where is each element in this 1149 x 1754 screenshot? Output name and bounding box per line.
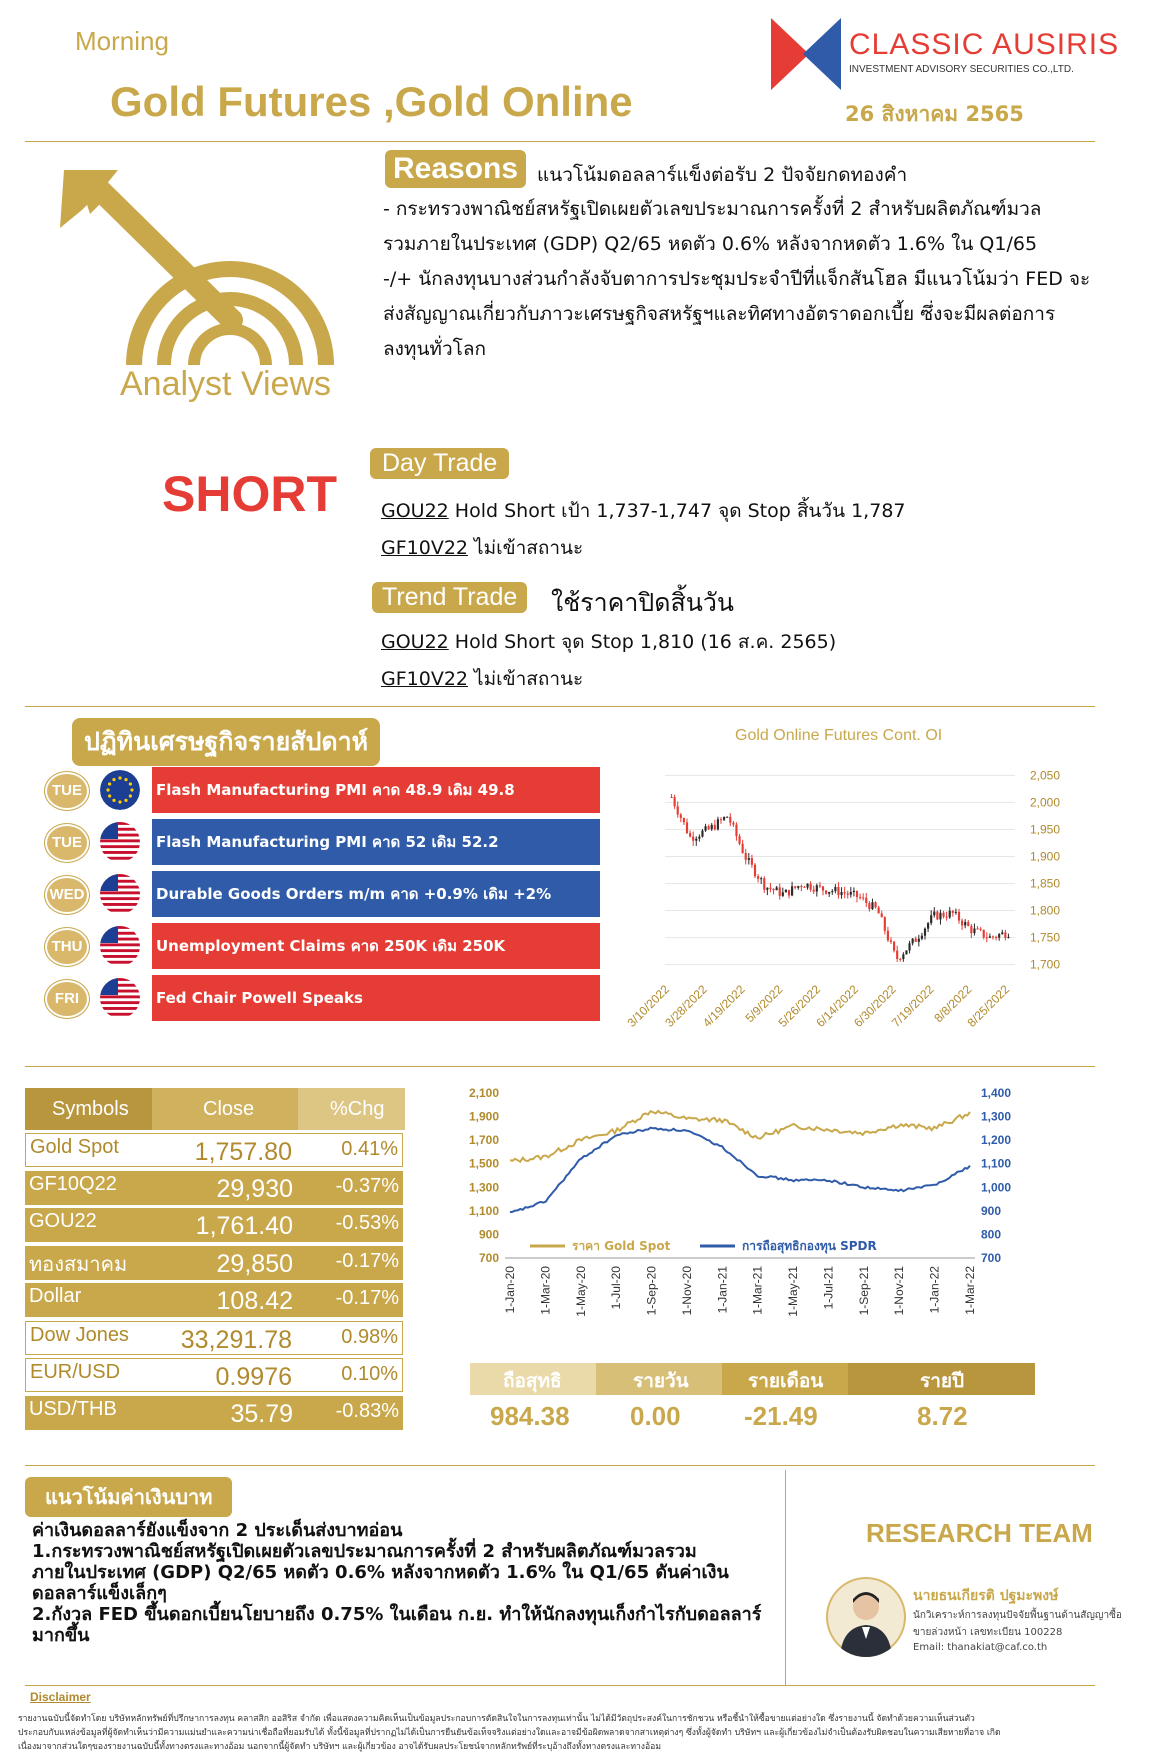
candle-body (726, 817, 728, 818)
change-value: 0.98% (341, 1325, 398, 1348)
table-row (25, 1283, 403, 1317)
candle-body (896, 951, 898, 959)
close-value: 33,291.78 (180, 1325, 292, 1354)
baht-title: แนวโน้มค่าเงินบาท (25, 1477, 232, 1517)
x-tick-label: 1-Jan-20 (503, 1266, 517, 1314)
y-right-tick-label: 1,200 (981, 1133, 1012, 1148)
candle-body (918, 939, 920, 942)
x-tick-label: 7/19/2022 (888, 982, 937, 1030)
spdr-header-net: ถือสุทธิ (503, 1370, 562, 1392)
calendar-row (45, 869, 600, 919)
candle-body (973, 928, 975, 933)
candle-body (692, 837, 694, 841)
disclaimer-line: เนื่องมาจากส่วนใดๆของรายงานฉบับนี้ทั้งทางตรงและทางอ้อม นอกจากนี้ผู้จัดทำ บริษัทฯ และผู้เกี่ยวข้อง อาจได้รับผลประโยชน์จากหลักทรัพย์ที่ระบุอ้างถึงทั้งทางตรงและทางอ้อม (18, 1742, 661, 1752)
disclaimer-line: ประกอบกับแหล่งข้อมูลที่ผู้จัดทำเห็นว่ามีความแม่นยำและความน่าเชื่อถือที่ยอมรับได้ ทั้งนี้ข้อมูลที่ปรากฏไม่ได้เป็นการยืนยันข้อเท็จจริงแต่อย่างใดและอาจมีข้อผิดพลาดจากสาเหตุต่างๆ ซึ่งทั้งผู้จัดทำ บริษัทฯ และผู้เกี่ยวข้องไม่จำเป็นต้องรับผิดชอบในความเสียหายที่อาจ เกิด (18, 1728, 1001, 1738)
us-flag-icon (100, 874, 140, 914)
candle-body (915, 939, 917, 942)
y-left-tick-label: 1,100 (468, 1203, 499, 1218)
series-line (510, 1128, 970, 1213)
change-value: -0.83% (335, 1399, 399, 1422)
day-trade-line (381, 530, 906, 567)
trend-trade-line (381, 624, 836, 661)
trend-trade-line (381, 661, 836, 698)
x-tick-label: 1-Mar-22 (963, 1266, 977, 1315)
symbol-label: GOU22 (381, 631, 449, 653)
candle-body (717, 819, 719, 829)
candle-body (980, 929, 982, 930)
candle-body (961, 921, 963, 926)
candle-body (976, 928, 978, 929)
y-left-tick-label: 2,100 (468, 1086, 499, 1100)
legend-label: การถือสุทธิกองทุน SPDR (742, 1239, 877, 1253)
divider (25, 706, 1095, 707)
candle-body (862, 897, 864, 898)
target-arrow-icon (60, 170, 360, 380)
day-badge: TUE (45, 824, 89, 862)
instruction-text: ไม่เข้าสถานะ (468, 668, 584, 690)
candle-body (853, 891, 855, 892)
candle-body (887, 931, 889, 941)
x-tick-label: 8/8/2022 (931, 982, 975, 1026)
baht-line: 2.กังวล FED ขึ้นดอกเบี้ยนโยบายถึง 0.75% ในเดือน ก.ย. ทำให้นักลงทุนเก็งกำไรกับดอลลาร์ (32, 1604, 762, 1625)
candle-body (890, 940, 892, 941)
reasons-line: - กระทรวงพาณิชย์สหรัฐเปิดเผยตัวเลขประมาณการครั้งที่ 2 สำหรับผลิตภัณฑ์มวล (383, 198, 1042, 220)
y-tick-label: 1,900 (1030, 849, 1061, 864)
reasons-line: ลงทุนทั่วโลก (383, 338, 486, 360)
candle-body (837, 887, 839, 895)
y-tick-label: 1,800 (1030, 903, 1061, 918)
x-tick-label: 1-Sep-21 (856, 1266, 871, 1316)
candle-body (946, 917, 948, 918)
calendar-row (45, 921, 600, 971)
position-signal: SHORT (162, 466, 337, 522)
candle-body (788, 890, 790, 895)
candle-body (1007, 937, 1009, 938)
spdr-header-yearly: รายปี (920, 1370, 965, 1392)
table-row (25, 1358, 403, 1392)
candle-body (800, 886, 802, 887)
candle-body (816, 885, 818, 891)
table-row (25, 1171, 403, 1205)
header-close: Close (203, 1098, 255, 1120)
candle-body (998, 934, 1000, 937)
reasons-line: รวมภายในประเทศ (GDP) Q2/65 หดตัว 0.6% หลังจากหดตัว 1.6% ใน Q1/65 (383, 233, 1038, 255)
candle-body (986, 937, 988, 938)
candle-body (698, 837, 700, 839)
candle-body (881, 913, 883, 917)
symbol-name: USD/THB (29, 1397, 117, 1420)
y-left-tick-label: 1,900 (468, 1109, 499, 1124)
company-subname: INVESTMENT ADVISORY SECURITIES CO.,LTD. (849, 64, 1074, 75)
candle-body (902, 954, 904, 959)
candle-body (711, 825, 713, 829)
report-date: 26 สิงหาคม 2565 (845, 102, 1024, 126)
candle-body (822, 886, 824, 890)
legend-label: ราคา Gold Spot (572, 1239, 671, 1253)
candle-body (708, 826, 710, 829)
candle-body (834, 887, 836, 891)
symbol-name: Dollar (29, 1285, 82, 1307)
us-flag-icon (100, 978, 140, 1018)
symbol-label: GF10V22 (381, 537, 469, 559)
day-badge: WED (45, 876, 89, 914)
spdr-value-daily: 0.00 (630, 1401, 681, 1431)
divider (25, 141, 1095, 142)
close-value: 108.42 (216, 1287, 293, 1315)
candle-body (983, 930, 985, 938)
event-bar: Unemployment Claims คาด 250K เดิม 250K (152, 923, 600, 969)
morning-label: Morning (75, 26, 169, 56)
candle-body (772, 889, 774, 890)
analyst-email: Email: thanakiat@caf.co.th (913, 1642, 1048, 1653)
candle-body (840, 892, 842, 895)
y-left-tick-label: 1,300 (468, 1180, 499, 1195)
candle-body (776, 887, 778, 890)
candle-body (942, 913, 944, 917)
y-left-tick-label: 1,700 (468, 1133, 499, 1148)
candle-body (884, 917, 886, 931)
page-title: Gold Futures ,Gold Online (110, 78, 633, 125)
candle-body (899, 959, 901, 960)
candle-body (847, 893, 849, 894)
x-tick-label: 8/25/2022 (964, 982, 1013, 1030)
candle-body (874, 902, 876, 907)
x-tick-label: 1-Jul-20 (609, 1266, 624, 1310)
candle-body (748, 858, 750, 860)
calendar-row (45, 817, 600, 867)
x-tick-label: 1-May-21 (786, 1266, 801, 1317)
close-value: 29,850 (216, 1249, 293, 1278)
y-right-tick-label: 700 (981, 1251, 1002, 1265)
candle-body (908, 943, 910, 950)
candle-body (825, 891, 827, 894)
candle-body (785, 890, 787, 892)
reasons-title: แนวโน้มดอลลาร์แข็งต่อรับ 2 ปัจจัยกดทองคำ (537, 164, 908, 186)
candle-body (779, 887, 781, 896)
reasons-tag: Reasons (385, 150, 526, 188)
change-value: -0.17% (335, 1287, 399, 1309)
calendar-row (45, 765, 600, 815)
symbol-name: GF10Q22 (29, 1172, 117, 1195)
gold-spdr-line-chart (455, 1078, 1015, 1348)
candle-body (952, 911, 954, 913)
candle-body (670, 797, 672, 798)
series-line (510, 1111, 970, 1162)
candle-body (831, 891, 833, 892)
baht-line: ดอลลาร์แข็งเล็กๆ (32, 1583, 167, 1604)
x-tick-label: 1-Jul-21 (821, 1266, 836, 1310)
candle-body (745, 853, 747, 860)
event-bar: Durable Goods Orders m/m คาด +0.9% เดิม +2% (152, 871, 600, 917)
table-row (25, 1133, 403, 1167)
company-logo (771, 18, 841, 90)
event-bar: Fed Chair Powell Speaks (152, 975, 600, 1021)
candle-body (930, 915, 932, 923)
y-right-tick-label: 1,000 (981, 1180, 1012, 1195)
spdr-value-monthly: -21.49 (744, 1401, 818, 1431)
symbol-name: GOU22 (29, 1210, 97, 1232)
day-trade-line (381, 493, 906, 530)
baht-line: ภายในประเทศ (GDP) Q2/65 หดตัว 0.6% หลังจากหดตัว 1.6% ใน Q1/65 ดันค่าเงิน (32, 1562, 729, 1583)
us-flag-icon (100, 822, 140, 862)
candle-body (674, 797, 676, 806)
candle-body (813, 890, 815, 892)
analyst-license: ขายล่วงหน้า เลขทะเบียน 100228 (913, 1627, 1063, 1638)
baht-line: มากขึ้น (32, 1625, 90, 1646)
reasons-body (383, 192, 1123, 367)
candle-body (794, 886, 796, 887)
candle-body (738, 836, 740, 844)
candle-body (871, 902, 873, 909)
candle-body (905, 950, 907, 954)
candle-body (992, 936, 994, 937)
candle-body (967, 922, 969, 926)
candle-body (757, 876, 759, 879)
symbol-label: GF10V22 (381, 668, 469, 690)
person-icon (826, 1577, 906, 1657)
instruction-text: Hold Short เป้า 1,737-1,747 จุด Stop สิ้นวัน 1,787 (448, 500, 906, 522)
candle-body (850, 892, 852, 895)
candle-body (701, 831, 703, 837)
candle-body (893, 942, 895, 951)
instruction-text: Hold Short จุด Stop 1,810 (16 ส.ค. 2565) (448, 631, 837, 653)
divider (25, 1066, 1095, 1067)
spdr-header-monthly: รายเดือน (748, 1370, 824, 1392)
candle-body (695, 839, 697, 841)
table-row (25, 1321, 403, 1355)
candle-body (689, 833, 691, 837)
candle-body (704, 826, 706, 830)
spdr-value-net: 984.38 (490, 1401, 570, 1431)
y-tick-label: 1,850 (1030, 876, 1061, 891)
header-symbols: Symbols (52, 1098, 129, 1120)
x-tick-label: 6/30/2022 (851, 982, 899, 1030)
baht-line: 1.กระทรวงพาณิชย์สหรัฐเปิดเผยตัวเลขประมาณการครั้งที่ 2 สำหรับผลิตภัณฑ์มวลรวม (32, 1541, 697, 1562)
reasons-line: ส่งสัญญาณเกี่ยวกับภาวะเศรษฐกิจสหรัฐฯและทิศทางอัตราดอกเบี้ย ซึ่งจะมีผลต่อการ (383, 303, 1056, 325)
candle-body (859, 897, 861, 898)
x-tick-label: 1-Sep-20 (644, 1266, 659, 1316)
candle-body (732, 823, 734, 825)
x-tick-label: 3/28/2022 (662, 982, 710, 1030)
candle-body (868, 903, 870, 909)
table-row (25, 1208, 403, 1242)
candle-body (782, 892, 784, 896)
y-right-tick-label: 1,400 (981, 1086, 1012, 1100)
disclaimer-title: Disclaimer (30, 1690, 91, 1704)
candle-body (878, 907, 880, 913)
disclaimer-body (18, 1712, 1128, 1754)
candle-body (797, 886, 799, 888)
spdr-value-yearly: 8.72 (917, 1401, 968, 1431)
candle-body (677, 806, 679, 814)
candle-body (828, 892, 830, 894)
candle-body (769, 888, 771, 889)
candle-body (939, 913, 941, 920)
candle-body (949, 911, 951, 918)
close-value: 0.9976 (215, 1363, 292, 1391)
change-value: 0.10% (341, 1363, 398, 1385)
spdr-header-daily: รายวัน (633, 1370, 689, 1392)
analyst-role: นักวิเคราะห์การลงทุนปัจจัยพื้นฐานด้านสัญญาซื้อ (913, 1610, 1122, 1621)
spdr-table (470, 1363, 1035, 1433)
x-tick-label: 4/19/2022 (700, 982, 748, 1030)
close-value: 1,761.40 (195, 1212, 293, 1240)
candle-body (791, 886, 793, 895)
change-value: -0.17% (335, 1249, 399, 1272)
candle-body (803, 887, 805, 888)
candle-body (955, 912, 957, 913)
candle-body (933, 912, 935, 916)
symbol-name: EUR/USD (30, 1361, 121, 1383)
company-name: CLASSIC AUSIRIS (849, 28, 1120, 61)
trend-trade-tag: Trend Trade (372, 582, 527, 613)
candle-body (763, 878, 765, 890)
vertical-divider (785, 1470, 786, 1685)
y-left-tick-label: 1,500 (468, 1156, 499, 1171)
research-team-title: RESEARCH TEAM (866, 1518, 1093, 1548)
y-tick-label: 2,000 (1030, 795, 1061, 810)
event-bar: Flash Manufacturing PMI คาด 48.9 เดิม 49.8 (152, 767, 600, 813)
chart-title: Gold Online Futures Cont. OI (735, 727, 943, 744)
symbol-label: GOU22 (381, 500, 449, 522)
change-value: -0.37% (335, 1174, 399, 1197)
x-tick-label: 5/26/2022 (775, 982, 824, 1030)
candle-body (958, 912, 960, 921)
candle-body (995, 937, 997, 938)
symbol-name: Gold Spot (30, 1136, 119, 1158)
header-chg: %Chg (330, 1098, 385, 1120)
gold-futures-candlestick-chart (615, 750, 1095, 1060)
x-tick-label: 1-May-20 (573, 1266, 588, 1317)
candle-body (720, 819, 722, 820)
x-tick-label: 1-Jan-21 (715, 1266, 730, 1314)
candle-body (760, 878, 762, 879)
divider (25, 1465, 1095, 1466)
x-tick-label: 1-Mar-21 (750, 1266, 765, 1315)
y-tick-label: 2,050 (1030, 768, 1061, 783)
close-value: 29,930 (216, 1174, 293, 1203)
candle-body (844, 892, 846, 893)
candle-body (856, 891, 858, 897)
day-badge: TUE (45, 772, 89, 810)
candle-body (680, 815, 682, 818)
event-bar: Flash Manufacturing PMI คาด 52 เดิม 52.2 (152, 819, 600, 865)
analyst-views-label: Analyst Views (120, 365, 332, 403)
candle-body (810, 884, 812, 890)
disclaimer-line: รายงานฉบับนี้จัดทำโดย บริษัทหลักทรัพย์ที่ปรึกษาการลงทุน คลาสสิก ออสิริส จำกัด เพื่อแสดงความคิดเห็นเป็นข้อมูลประกอบการตัดสินใจในการลงทุนเท่านั้น ไม่ได้มีวัตถุประสงค์ในการชักชวน หรือชี้นำให้ซื้อขายแต่อย่างใด ซึ่งรายงานนี้ จัดทำด้วยความเห็นส่วนตัว (18, 1714, 975, 1724)
eu-flag-icon (100, 770, 140, 810)
candle-body (686, 822, 688, 833)
y-tick-label: 1,950 (1030, 822, 1061, 837)
candle-body (806, 884, 808, 888)
candle-body (766, 888, 768, 890)
trend-trade-lines (381, 624, 836, 698)
candle-body (1004, 932, 1006, 938)
divider (25, 1685, 1095, 1686)
change-value: 0.41% (341, 1138, 398, 1160)
y-right-tick-label: 800 (981, 1227, 1002, 1242)
candle-body (970, 926, 972, 933)
baht-line: ค่าเงินดอลลาร์ยังแข็งจาก 2 ประเด็นส่งบาทอ่อน (32, 1520, 403, 1541)
instruction-text: ไม่เข้าสถานะ (468, 537, 584, 559)
day-badge: FRI (45, 980, 89, 1018)
table-row (25, 1396, 403, 1430)
symbol-name: ทองสมาคม (29, 1253, 128, 1276)
baht-body (32, 1520, 772, 1646)
candle-body (1001, 932, 1003, 934)
candle-body (865, 898, 867, 903)
candle-body (936, 912, 938, 920)
day-trade-lines (381, 493, 906, 567)
x-tick-label: 1-Nov-20 (679, 1266, 694, 1316)
avatar (826, 1577, 906, 1657)
trend-trade-note: ใช้ราคาปิดสิ้นวัน (551, 588, 734, 617)
calendar-title: ปฏิทินเศรษฐกิจรายสัปดาห์ (72, 718, 380, 766)
x-tick-label: 5/9/2022 (742, 982, 786, 1026)
candle-body (927, 923, 929, 928)
x-tick-label: 1-Jan-22 (927, 1266, 942, 1314)
candle-body (921, 936, 923, 939)
candle-body (729, 817, 731, 823)
candle-body (964, 922, 966, 925)
day-trade-tag: Day Trade (370, 448, 509, 479)
x-tick-label: 3/10/2022 (624, 982, 673, 1030)
candle-body (912, 939, 914, 944)
candle-body (683, 818, 685, 822)
x-tick-label: 1-Mar-20 (538, 1266, 553, 1315)
analyst-name: นายธนเกียรติ ปฐมะพงษ์ (913, 1588, 1059, 1604)
candle-body (924, 929, 926, 936)
y-left-tick-label: 700 (478, 1251, 499, 1265)
y-right-tick-label: 1,300 (981, 1109, 1012, 1124)
change-value: -0.53% (335, 1212, 399, 1234)
day-badge: THU (45, 928, 89, 966)
symbols-table-header (25, 1088, 405, 1130)
candle-body (742, 844, 744, 853)
x-tick-label: 1-Nov-21 (892, 1266, 907, 1316)
y-tick-label: 1,750 (1030, 930, 1061, 945)
candle-body (819, 885, 821, 886)
x-tick-label: 6/14/2022 (813, 982, 862, 1030)
y-tick-label: 1,700 (1030, 957, 1061, 972)
candle-body (751, 858, 753, 865)
close-value: 1,757.80 (194, 1138, 292, 1166)
close-value: 35.79 (230, 1399, 293, 1428)
candle-body (714, 825, 716, 830)
symbol-name: Dow Jones (30, 1323, 129, 1346)
candle-body (723, 817, 725, 820)
y-right-tick-label: 900 (981, 1203, 1002, 1218)
y-left-tick-label: 900 (478, 1227, 499, 1242)
reasons-line: -/+ นักลงทุนบางส่วนกำลังจับตาการประชุมประจำปีที่แจ็กสันโฮล มีแนวโน้มว่า FED จะ (383, 268, 1091, 290)
table-row (25, 1246, 403, 1280)
us-flag-icon (100, 926, 140, 966)
calendar-row (45, 973, 600, 1023)
y-right-tick-label: 1,100 (981, 1156, 1012, 1171)
candle-body (989, 936, 991, 937)
candle-body (735, 825, 737, 837)
candle-body (754, 865, 756, 877)
